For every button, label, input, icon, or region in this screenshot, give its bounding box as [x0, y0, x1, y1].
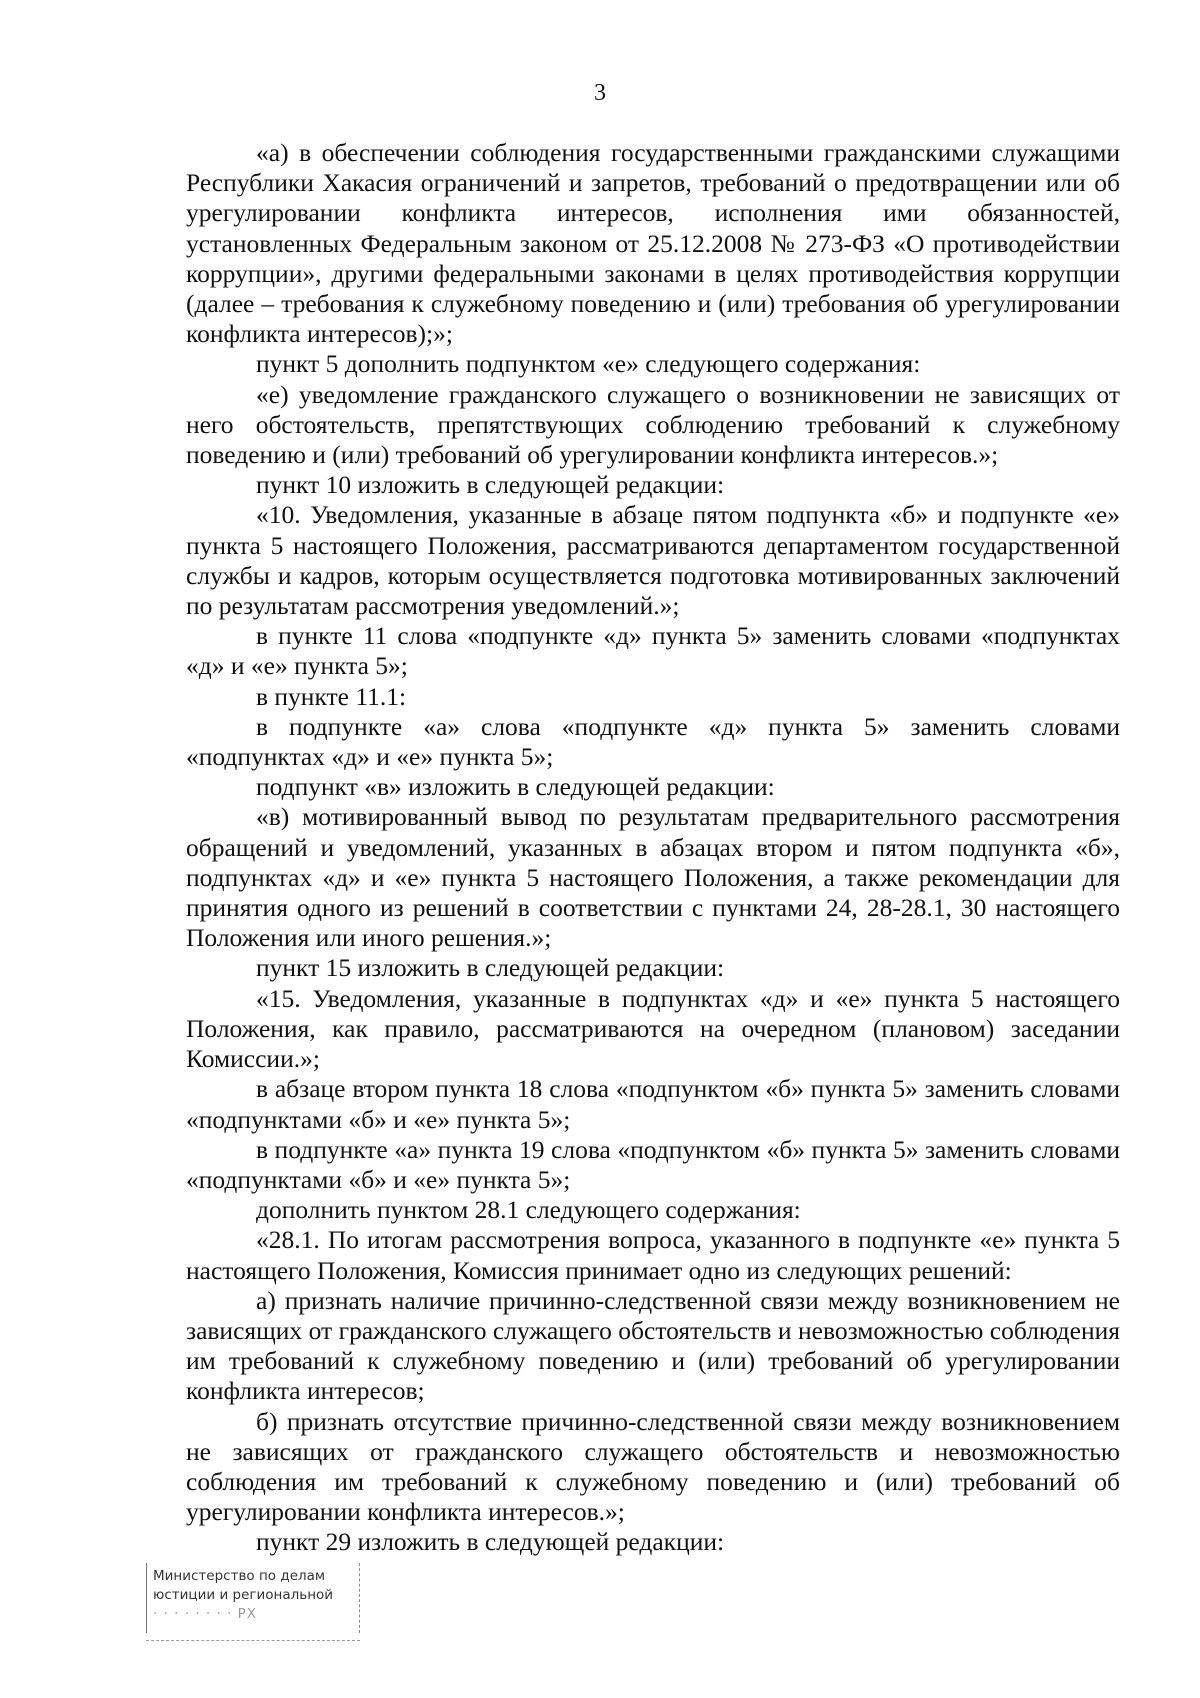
paragraph-13: в абзаце втором пункта 18 слова «подпунктом «б» пункта 5» заменить словами «подпунктами «б» и «е» пункта 5»; [186, 1074, 1120, 1134]
stamp-line-1: Министерство по делам [153, 1568, 326, 1584]
stamp-line-3: · · · · · · · · РХ [153, 1606, 258, 1622]
paragraph-4: пункт 10 изложить в следующей редакции: [256, 470, 725, 500]
ministry-stamp [146, 1563, 360, 1633]
document-body [186, 138, 1120, 1558]
paragraph-3: «е) уведомление гражданского служащего о возникновении не зависящих от него обстоятельств, препятствующих соблюдению требований к служебному поведению и (или) требований об урегулировании конфликта интересов.»; [186, 379, 1120, 470]
paragraph-18: б) признать отсутствие причинно-следственной связи между возникновением не зависящих от гражданского служащего обстоятельств и невозможностью соблюдения им требований к служебному поведению и (или) требований об урегулировании конфликта интересов.»; [186, 1406, 1120, 1527]
paragraph-10: «в) мотивированный вывод по результатам предварительного рассмотрения обращений и уведомлений, указанных в абзацах втором и пятом подпункта «б», подпунктах «д» и «е» пункта 5 настоящего Положения, а также рекомендации для принятия одного из решений в соответствии с пунктами 24, 28-28.1, 30 настоящего Положения или иного решения.»; [186, 802, 1120, 953]
paragraph-9: подпункт «в» изложить в следующей редакции: [256, 772, 775, 802]
paragraph-2: пункт 5 дополнить подпунктом «е» следующего содержания: [256, 349, 921, 379]
paragraph-11: пункт 15 изложить в следующей редакции: [256, 953, 725, 983]
stamp-divider [146, 1640, 360, 1641]
paragraph-12: «15. Уведомления, указанные в подпунктах «д» и «е» пункта 5 настоящего Положения, как правило, рассматриваются на очередном (плановом) заседании Комиссии.»; [186, 983, 1120, 1074]
paragraph-14: в подпункте «а» пункта 19 слова «подпунктом «б» пункта 5» заменить словами «подпунктами «б» и «е» пункта 5»; [186, 1134, 1120, 1194]
paragraph-7: в пункте 11.1: [256, 681, 407, 711]
paragraph-8: в подпункте «а» слова «подпункте «д» пункта 5» заменить словами «подпунктах «д» и «е» пункта 5»; [186, 711, 1120, 772]
paragraph-19: пункт 29 изложить в следующей редакции: [256, 1527, 725, 1557]
paragraph-5: «10. Уведомления, указанные в абзаце пятом подпункта «б» и подпункте «е» пункта 5 настоящего Положения, рассматриваются департаментом государственной службы и кадров, которым осуществляется подготовка мотивированных заключений по результатам рассмотрения уведомлений.»; [186, 500, 1120, 621]
paragraph-1: «а) в обеспечении соблюдения государственными гражданскими служащими Республики Хакасия ограничений и запретов, требований о предотвращении или об урегулировании конфликта интересов, исполнения ими обязанностей, установленных Федеральным законом от 25.12.2008 № 273-ФЗ «О противодействии коррупции», другими федеральными законами в целях противодействия коррупции (далее – требования к служебному поведению и (или) требования об урегулировании конфликта интересов);»; [186, 138, 1120, 349]
paragraph-17: а) признать наличие причинно-следственной связи между возникновением не зависящих от гражданского служащего обстоятельств и невозможностью соблюдения им требований к служебному поведению и (или) требований об урегулировании конфликта интересов; [186, 1285, 1120, 1406]
stamp-line-2: юстиции и региональной [153, 1587, 334, 1603]
paragraph-16: «28.1. По итогам рассмотрения вопроса, указанного в подпункте «е» пункта 5 настоящего Положения, Комиссия принимает одно из следующих решений: [186, 1225, 1120, 1285]
paragraph-15: дополнить пунктом 28.1 следующего содержания: [256, 1195, 801, 1225]
page-number: 3 [594, 80, 606, 106]
paragraph-6: в пункте 11 слова «подпункте «д» пункта 5» заменить словами «подпунктах «д» и «е» пункта 5»; [186, 621, 1120, 681]
